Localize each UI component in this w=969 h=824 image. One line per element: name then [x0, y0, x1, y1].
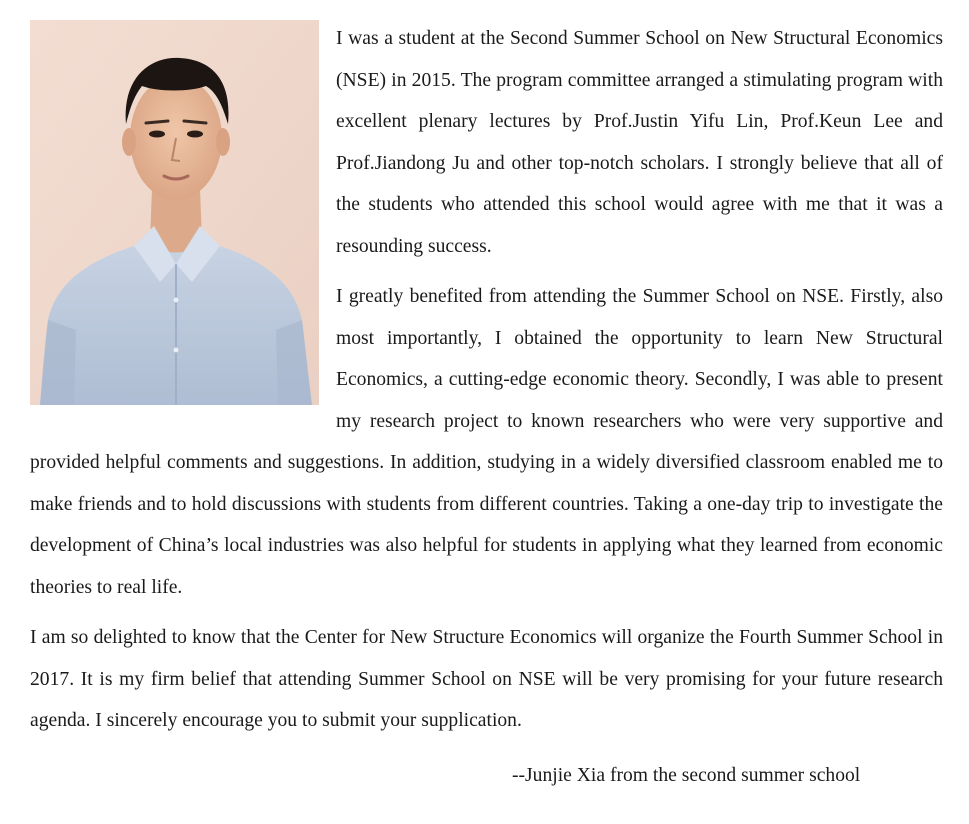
testimonial-paragraph-3: I am so delighted to know that the Center for New Structure Economics will organize the Fourth Summer School in 2017. It is my firm belief that attending Summer School on NSE will be very promising for your future research agenda. I sincerely encourage you to submit your supplication. — [30, 627, 943, 731]
testimonial-signature: --Junjie Xia from the second summer school — [512, 764, 861, 786]
testimonial-paragraph-2: I greatly benefited from attending the Summer School on NSE. Firstly, also most importantly, I obtained the opportunity to learn New Structural Economics, a cutting-edge economic theory. Secondly, I was able to present my research project to known researchers who were very supportive and provided helpful comments and suggestions. In addition, studying in a widely diversified classroom enabled me to make friends and to hold discussions with students from different countries. Taking a one-day trip to investigate the development of China’s local industries was also helpful for students in applying what they learned from economic theories to real life. — [30, 286, 943, 598]
testimonial-document — [30, 20, 943, 791]
portrait-photo-icon — [30, 20, 319, 405]
portrait-photo — [30, 20, 319, 405]
testimonial-paragraph-1: I was a student at the Second Summer School on New Structural Economics (NSE) in 2015. The program committee arranged a stimulating program with excellent plenary lectures by Prof.Justin Yifu Lin, Prof.Keun Lee and Prof.Jiandong Ju and other top-notch scholars. I strongly believe that all of the students who attended this school would agree with me that it was a resounding success. — [336, 28, 943, 257]
